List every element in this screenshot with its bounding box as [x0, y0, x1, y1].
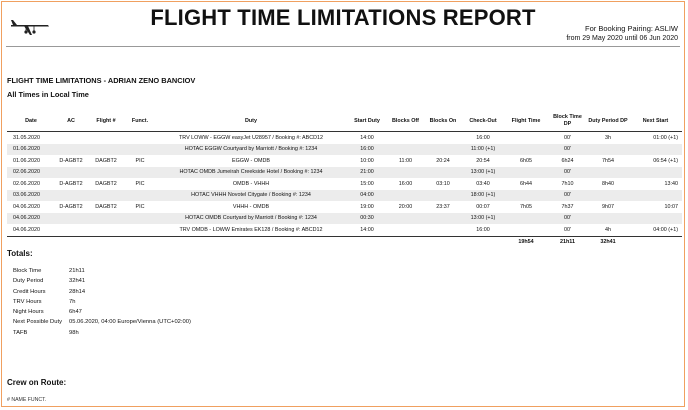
- cell-ac: [55, 132, 87, 144]
- cell-start-duty: 16:00: [360, 146, 374, 153]
- totals-label: Next Possible Duty: [13, 319, 62, 326]
- cell-funct: PIC: [135, 203, 145, 210]
- col-check-out: Check-Out: [469, 117, 497, 124]
- cell-block-time-dp: 00': [563, 134, 572, 141]
- cell-check-out: 11:00 (+1): [470, 146, 496, 153]
- cell-duty-period-dp: [587, 213, 629, 225]
- col-duty: Duty: [245, 117, 257, 124]
- cell-block-time-dp: 00': [563, 146, 572, 153]
- duty-table: [7, 111, 682, 248]
- cell-next-start: [629, 190, 682, 202]
- totals-value: 7h: [69, 298, 76, 305]
- cell-block-time-dp: 00': [563, 192, 572, 199]
- cell-blocks-off: [387, 224, 424, 236]
- cell-flight: [87, 144, 125, 156]
- table-totals-row: [7, 236, 682, 248]
- table-row: [7, 190, 682, 202]
- table-row: [7, 155, 682, 167]
- cell-date: 03.06.2020: [13, 192, 40, 199]
- cell-flight: DAGBT2: [95, 203, 117, 210]
- totals-end: [629, 236, 682, 248]
- col-ac: AC: [67, 117, 75, 124]
- cell-next-start: [629, 144, 682, 156]
- cell-blocks-on: 20:24: [436, 157, 450, 164]
- col-flight: Flight #: [96, 117, 116, 124]
- totals-item: [13, 317, 191, 327]
- totals-value: 98h: [69, 329, 79, 336]
- cell-flight: [87, 190, 125, 202]
- cell-blocks-on: 23:37: [436, 203, 450, 210]
- cell-flight-time: [504, 132, 548, 144]
- cell-duty-period-dp: 8h40: [602, 180, 614, 187]
- cell-duty: HOTAC OMDB Jumeirah Creekside Hotel / Booking #: 1234: [179, 169, 323, 176]
- cell-duty-period-dp: 3h: [605, 134, 611, 141]
- cell-funct: [125, 132, 155, 144]
- col-funct: Funct.: [131, 117, 149, 124]
- cell-blocks-off: [387, 190, 424, 202]
- cell-ac: [55, 213, 87, 225]
- cell-block-time-dp: 00': [563, 215, 572, 222]
- cell-check-out: 18:00 (+1): [470, 192, 496, 199]
- cell-start-duty: 04:00: [360, 192, 374, 199]
- totals-item: [13, 307, 191, 317]
- cell-blocks-off: [387, 144, 424, 156]
- cell-funct: PIC: [135, 180, 145, 187]
- totals-label: Credit Hours: [13, 288, 46, 295]
- cell-date: 04.06.2020: [13, 215, 40, 222]
- cell-blocks-off: 16:00: [398, 180, 413, 187]
- cell-blocks-on: [424, 224, 462, 236]
- table-header-row: [7, 111, 682, 132]
- cell-check-out: 20:54: [476, 157, 490, 164]
- report-meta: [566, 24, 678, 44]
- cell-block-time-dp: 7h10: [561, 180, 574, 187]
- cell-ac: [55, 167, 87, 179]
- totals-item: [13, 287, 191, 297]
- report-title: FLIGHT TIME LIMITATIONS REPORT: [150, 5, 536, 30]
- totals-value: 6h47: [69, 309, 82, 316]
- totals-value: 28h14: [69, 288, 86, 295]
- cell-duty: HOTAC VHHH Novotel Citygate / Booking #: 1234: [191, 192, 311, 199]
- cell-duty: OMDB - VHHH: [232, 180, 270, 187]
- cell-date: 04.06.2020: [13, 203, 40, 210]
- totals-heading: Totals:: [7, 249, 33, 258]
- cell-check-out: 00:07: [476, 203, 490, 210]
- cell-blocks-on: [424, 213, 462, 225]
- cell-duty-period-dp: 7h54: [602, 157, 614, 164]
- total-block-time: 21h11: [560, 239, 575, 245]
- cell-block-time-dp: 7h37: [561, 203, 574, 210]
- cell-start-duty: 15:00: [360, 180, 374, 187]
- cell-check-out: 13:00 (+1): [470, 169, 496, 176]
- cell-duty: TRV OMDB - LOWW Emirates EK128 / Booking #: ABCD12: [179, 226, 323, 233]
- cell-flight: [87, 167, 125, 179]
- cell-check-out: 16:00: [476, 226, 490, 233]
- table-row: [7, 224, 682, 236]
- table-row: [7, 132, 682, 144]
- col-duty-period-dp: Duty Period DP: [588, 117, 628, 124]
- cell-flight: DAGBT2: [95, 180, 117, 187]
- cell-ac: D-AGBT2: [59, 180, 83, 187]
- cell-blocks-off: [387, 132, 424, 144]
- totals-label: Block Time: [13, 268, 42, 274]
- cell-blocks-on: 03:10: [436, 180, 450, 187]
- table-row: [7, 178, 682, 190]
- cell-blocks-off: 11:00: [398, 157, 413, 164]
- cell-start-duty: 19:00: [360, 203, 374, 210]
- totals-value: 21h11: [69, 268, 85, 274]
- cell-start-duty: 21:00: [360, 169, 374, 176]
- crew-heading: Crew on Route:: [7, 378, 67, 387]
- cell-flight-time: 6h44: [520, 180, 532, 187]
- total-flight-time: 19h54: [518, 239, 534, 245]
- cell-funct: [125, 190, 155, 202]
- cell-check-out: 13:00 (+1): [470, 215, 496, 222]
- cell-funct: [125, 213, 155, 225]
- section-title: FLIGHT TIME LIMITATIONS - ADRIAN ZENO BANCIOV: [7, 76, 196, 85]
- cell-funct: [125, 224, 155, 236]
- cell-blocks-off: [387, 167, 424, 179]
- table-row: [7, 167, 682, 179]
- totals-item: [13, 297, 191, 307]
- cell-date: 02.06.2020: [13, 180, 40, 187]
- cell-duty: HOTAC EGGW Courtyard by Marriott / Booking #: 1234: [184, 146, 318, 153]
- col-next-start: Next Start: [642, 117, 669, 124]
- totals-item: [13, 266, 191, 276]
- cell-date: 01.06.2020: [13, 157, 40, 164]
- totals-list: [13, 266, 191, 338]
- report-page: [1, 1, 685, 407]
- cell-ac: [55, 224, 87, 236]
- totals-value: 05.06.2020, 04:00 Europe/Vienna (UTC+02:00): [69, 319, 191, 326]
- cell-next-start: 01:00 (+1): [653, 134, 678, 141]
- totals-label: TAFB: [13, 329, 28, 336]
- totals-value: 32h41: [69, 278, 86, 285]
- totals-label: Duty Period: [13, 278, 44, 285]
- cell-duty-period-dp: [587, 190, 629, 202]
- totals-label: TRV Hours: [13, 298, 42, 305]
- table-row: [7, 144, 682, 156]
- cell-next-start: 06:54 (+1): [653, 157, 678, 164]
- report-header: [2, 2, 684, 46]
- cell-ac: D-AGBT2: [59, 157, 83, 164]
- cell-next-start: 04:00 (+1): [653, 226, 678, 233]
- cell-next-start: [629, 213, 682, 225]
- cell-block-time-dp: 00': [563, 169, 572, 176]
- crew-columns: # NAME FUNCT.: [7, 397, 47, 403]
- cell-block-time-dp: 00': [563, 226, 572, 233]
- cell-duty: VHHH - OMDB: [232, 203, 270, 210]
- cell-blocks-on: [424, 132, 462, 144]
- cell-blocks-off: 20:00: [398, 203, 413, 210]
- cell-date: 01.06.2020: [13, 146, 40, 153]
- col-blocks-off: Blocks Off: [392, 117, 419, 124]
- cell-blocks-off: [387, 213, 424, 225]
- cell-date: 31.05.2020: [13, 134, 40, 141]
- cell-ac: [55, 144, 87, 156]
- cell-blocks-on: [424, 167, 462, 179]
- cell-check-out: 16:00: [476, 134, 490, 141]
- cell-check-out: 03:40: [476, 180, 490, 187]
- cell-ac: [55, 190, 87, 202]
- table-row: [7, 201, 682, 213]
- cell-duty: HOTAC OMDB Courtyard by Marriott / Booking #: 1234: [185, 215, 317, 222]
- cell-duty: EGGW - OMDB: [231, 157, 271, 164]
- cell-date: 04.06.2020: [13, 226, 40, 233]
- cell-flight-time: [504, 144, 548, 156]
- total-duty-period: 32h41: [600, 239, 616, 245]
- cell-blocks-on: [424, 190, 462, 202]
- cell-block-time-dp: 6h24: [561, 157, 574, 164]
- cell-flight-time: 7h05: [520, 203, 532, 210]
- cell-ac: D-AGBT2: [59, 203, 83, 210]
- cell-flight: DAGBT2: [95, 157, 117, 164]
- cell-next-start: 13:40: [664, 180, 678, 187]
- cell-flight-time: [504, 213, 548, 225]
- totals-label: Night Hours: [13, 309, 44, 316]
- cell-duty-period-dp: 9h07: [602, 203, 614, 210]
- cell-funct: [125, 167, 155, 179]
- totals-spacer: [7, 236, 504, 248]
- cell-flight-time: [504, 224, 548, 236]
- cell-flight-time: [504, 167, 548, 179]
- cell-flight: [87, 132, 125, 144]
- duty-table-body: [7, 132, 682, 237]
- cell-duty-period-dp: [587, 144, 629, 156]
- cell-start-duty: 10:00: [360, 157, 374, 164]
- cell-flight: [87, 213, 125, 225]
- col-flight-time: Flight Time: [511, 117, 541, 124]
- report-period: from 29 May 2020 until 06 Jun 2020: [566, 35, 678, 42]
- cell-start-duty: 14:00: [360, 226, 374, 233]
- cell-start-duty: 14:00: [360, 134, 374, 141]
- cell-blocks-on: [424, 144, 462, 156]
- cell-funct: [125, 144, 155, 156]
- timezone-note: All Times in Local Time: [7, 90, 89, 99]
- cell-funct: PIC: [135, 157, 145, 164]
- totals-item: [13, 328, 191, 338]
- cell-next-start: [629, 167, 682, 179]
- booking-pairing: For Booking Pairing: ASLIW: [585, 24, 678, 33]
- cell-start-duty: 00:30: [360, 215, 374, 222]
- cell-flight-time: [504, 190, 548, 202]
- table-row: [7, 213, 682, 225]
- col-date: Date: [25, 117, 37, 124]
- cell-flight: [87, 224, 125, 236]
- totals-item: [13, 276, 191, 286]
- cell-flight-time: 6h05: [520, 157, 532, 164]
- cell-date: 02.06.2020: [13, 169, 40, 176]
- header-divider: [6, 46, 680, 47]
- col-start-duty: Start Duty: [354, 117, 380, 124]
- cell-next-start: 10:07: [664, 203, 678, 210]
- cell-duty-period-dp: 4h: [605, 226, 611, 233]
- col-blocks-on: Blocks On: [429, 117, 457, 124]
- cell-duty-period-dp: [587, 167, 629, 179]
- col-block-time-dp: Block Time DP: [553, 114, 582, 127]
- cell-duty: TRV LOWW - EGGW easyJet U28957 / Booking #: ABCD12: [178, 134, 323, 141]
